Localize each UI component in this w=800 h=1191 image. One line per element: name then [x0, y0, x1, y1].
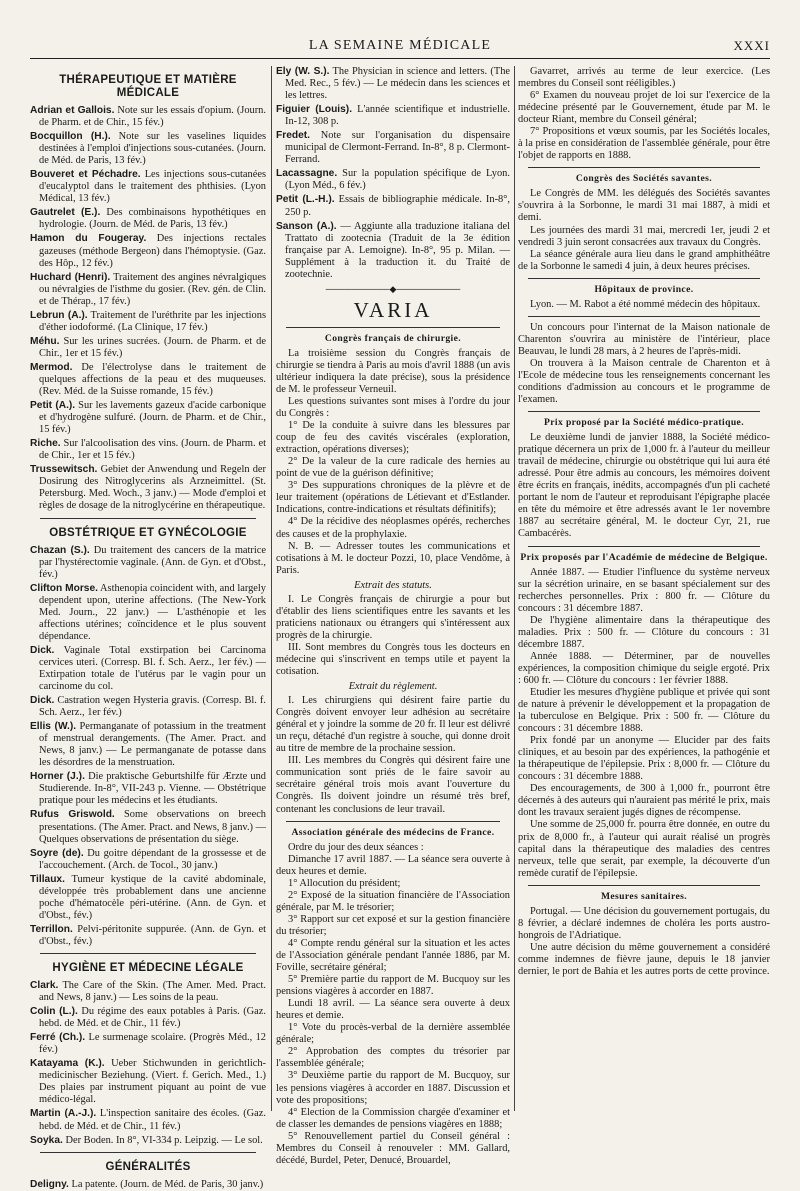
divider [528, 278, 760, 279]
entry-text: The Care of the Skin. (The Amer. Med. Pract. and News, 8 janv.) — Les soins de la peau. [39, 980, 266, 1004]
entry-author: Martin (A.-J.). [30, 1108, 97, 1120]
bibliography-entry [30, 438, 266, 462]
entry-text: Some observations on breech presentations. (The Amer. Pract. and News, 8 janv.) — Quelques observations de présentation du siège. [39, 809, 267, 845]
bibliography-entry [30, 1032, 266, 1056]
divider [286, 821, 500, 822]
paragraph: 4° De la récidive des néoplasmes opérés, recherches des causes et de la prophylaxie. [276, 516, 510, 540]
entry-author: Ely (W. S.). [276, 66, 330, 77]
heading-extrait-reglement: Extrait du règlement. [348, 681, 438, 693]
bibliography-entry [30, 721, 266, 769]
column-3 [518, 66, 770, 1111]
divider [528, 546, 760, 547]
entry-author: Fredet. [276, 130, 310, 142]
text-prix-societe [518, 432, 770, 540]
entry-author: Dick. [30, 695, 55, 707]
entry-text: Sur les lavements gazeux d'acide carbonique et d'hydrogène sulfuré. (Journ. de Pharm. et de Chir., 15 fév.) [39, 400, 266, 436]
page-number: XXXI [733, 38, 770, 53]
text-charenton [518, 322, 770, 406]
bibliography-entry [30, 771, 266, 807]
paragraph: Une autre décision du même gouvernement a considéré comme indemnes de fièvre jaune, depuis le 18 janvier dernier, le port de Bahia et les autres ports de cette province. [518, 941, 770, 977]
paragraph: Année 1887. — Etudier l'influence du système nerveux sur la sécrétion urinaire, en se basant spécialement sur des recherches personnelles. Prix : 800 fr. — Clôture du concours : 31 décembre 1887. [518, 566, 770, 614]
entry-author: Ellis (W.). [30, 721, 77, 733]
paragraph: Dimanche 17 avril 1887. — La séance sera ouverte à deux heures et demie. [276, 853, 510, 877]
bibliography-entry [30, 169, 266, 205]
entry-text: Sur l'alcoolisation des vins. (Journ. de Pharm. et de Chir., 1er et 15 fév.) [39, 438, 266, 462]
paragraph: 4° Compte rendu général sur la situation et les actes de l'Association générale pendant l'année 1886, par M. Foville, secrétaire général; [276, 937, 510, 974]
entry-text: Du goitre dépendant de la grossesse et de l'accouchement. (Arch. de Tocol., 30 janv.) [39, 847, 266, 871]
bibliography-entry [30, 400, 266, 436]
entry-author: Rufus Griswold. [30, 809, 115, 821]
entry-author: Dick. [30, 644, 55, 656]
bibliography-entry [276, 104, 510, 128]
bibliography-entry [30, 695, 266, 719]
bibliography-entry [30, 809, 266, 845]
heading-prix-academie: Prix proposés par l'Académie de médecine de Belgique. [520, 551, 768, 563]
bibliography-entry [276, 66, 510, 102]
text-association-generale [276, 842, 510, 1167]
text-congres-chirurgie [276, 348, 510, 577]
bibliography-entry [30, 310, 266, 334]
entry-text: Traitement des angines névralgiques ou névralgies de l'isthme du gosier. (Rev. gén. de Clin. et de Thérap., 17 fév.) [39, 271, 266, 307]
entry-author: Petit (A.). [30, 400, 76, 412]
entry-text: Note sur les vaselines liquides destinées à l'emploi d'injections sous-cutanées. (Journ. de Méd. de Paris, 13 fév.) [39, 131, 266, 167]
paragraph: La troisième session du Congrès français de chirurgie se tiendra à Paris au mois d'avril 1888 (un avis ultérieur indiquera la date précise), sous la présidence de M. le professeur Verneuil. [276, 347, 510, 395]
column-2 [276, 66, 510, 1166]
running-header [30, 38, 770, 59]
bibliography-entry [30, 1135, 266, 1147]
paragraph: 5° Première partie du rapport de M. Bucquoy sur les pensions viagères à accorder en 1887. [276, 974, 510, 998]
entry-author: Horner (J.). [30, 771, 85, 783]
entry-text: Sur les urines sucrées. (Journ. de Pharm. et de Chir., 1er et 15 fév.) [39, 335, 266, 359]
entry-author: Terrillon. [30, 923, 73, 935]
paragraph: 2° Approbation des comptes du trésorier par l'assemblée générale; [276, 1046, 510, 1070]
entry-author: Hamon du Fougeray. [30, 233, 147, 245]
ornament-diamond-icon: ──────────◆────────── [325, 283, 461, 294]
bibliography-entry [30, 848, 266, 872]
entry-author: Clifton Morse. [30, 582, 98, 594]
entry-text: Castration wegen Hysteria gravis. (Corresp. Bl. f. Sch. Aerz., 1er fév.) [39, 695, 266, 719]
entry-text: Des injections rectales gazeuses (méthode Bergeon) dans l'hémoptysie. (Gaz. des Hôp., 12 fév.) [39, 233, 266, 269]
text-societes-savantes [518, 188, 770, 272]
entry-author: Ferré (Ch.). [30, 1032, 86, 1044]
divider [528, 885, 760, 886]
paragraph: Une somme de 25,000 fr. pourra être donnée, en outre du prix de 8,000 fr., à l'auteur qui aurait réalisé un progrès capital dans la thérapeutique des maladies des centres nerveux, telle que serait, par exemple, la découverte d'un remède curatif de l'épilepsie. [518, 819, 770, 879]
paragraph: 7° Propositions et vœux soumis, par les Sociétés locales, à la prise en considération de l'assemblée générale, pour être l'objet de rapports en 1888. [518, 126, 770, 162]
entry-text: L'année scientifique et industrielle. In-12, 308 p. [285, 104, 510, 128]
divider [528, 411, 760, 412]
entry-text: Du traitement des cancers de la matrice par l'hystérectomie vaginale. (Ann. de Gyn. et d'Obst., fév.) [39, 544, 266, 580]
heading-mesures-sanitaires: Mesures sanitaires. [600, 890, 688, 902]
bibliography-entry [30, 980, 266, 1004]
paragraph: Des encouragements, de 300 à 1,000 fr., pourront être décernés à des auteurs qui n'auraient pas mérité le prix, mais dont les travaux seraient jugés dignes de récompense. [518, 783, 770, 819]
text-extrait-reglement [276, 695, 510, 815]
bibliography-entry [30, 1058, 266, 1106]
entry-author: Deligny. [30, 1178, 69, 1190]
paragraph: On trouvera à la Maison centrale de Charenton et à l'Ecole de médecine tous les renseignements concernant les conditions d'admission au concours et le programme de l'examen. [518, 357, 770, 406]
entry-text: Le surmenage scolaire. (Progrès Méd., 12 fév.) [39, 1032, 266, 1056]
divider [40, 1152, 256, 1153]
paragraph: Un concours pour l'internat de la Maison nationale de Charenton s'ouvrira au ministère de l'intérieur, place Beauvau, le lundi 28 mars, à 2 heures de l'après-midi. [518, 321, 770, 357]
heading-extrait-statuts: Extrait des statuts. [354, 579, 432, 591]
entry-text: Ueber Stichwunden in gerichtlich-medicinischer Beziehung. (Viert. f. Gerich. Med., 1.) Des plaies par instrument piquant au point de vue médico-légal. [39, 1058, 267, 1106]
paragraph: Ordre du jour des deux séances : [288, 841, 424, 853]
entry-text: De l'électrolyse dans le traitement de quelques affections de la peau et des muqueuses. (Rev. Méd. de la Suisse romande, 15 fév.) [39, 361, 266, 398]
bibliography-entry [276, 130, 510, 166]
paragraph: Etudier les mesures d'hygiène publique et privée qui sont de nature à prévenir le développement et la propagation de la tuberculose en Belgique. Prix : 500 fr. — Clôture du concours : 31 décembre 1888. [518, 686, 770, 735]
paragraph: Gavarret, arrivés au terme de leur exercice. (Les membres du Conseil sont rééligibles.) [518, 66, 770, 90]
paragraph: La séance générale aura lieu dans le grand amphithéâtre de la Sorbonne le samedi 4 juin, à deux heures précises. [518, 248, 770, 272]
entry-author: Mermod. [30, 361, 73, 373]
paragraph: I. Le Congrès français de chirurgie a pour but d'établir des liens scientifiques entre les savants et les praticiens nationaux ou étrangers qui s'intéressent aux progrès de la chirurgie. [276, 593, 510, 641]
bibliography-entry [30, 131, 266, 167]
entry-text: — Aggiunte alla traduzione italiana del Trattato di zootecnia (Traduit de la 3e édition française par A. Lemoigne). In-8°, 95 p. Milan. — Supplément à la traduction it. du Traité de zootechnie. [285, 220, 510, 280]
entry-author: Huchard (Henri). [30, 271, 111, 283]
column-1 [30, 66, 267, 1190]
paragraph: 3° Rapport sur cet exposé et sur la gestion financière du trésorier; [276, 913, 510, 937]
entries-obstetrique [30, 545, 266, 949]
entry-author: Petit (L.-H.). [276, 194, 335, 206]
entry-author: Gautrelet (E.). [30, 207, 101, 219]
text-extrait-statuts [276, 594, 510, 678]
paragraph: III. Sont membres du Congrès tous les docteurs en médecine qui s'inscrivent en temps utile et payent la cotisation. [276, 641, 510, 678]
heading-congres-chirurgie: Congrès français de chirurgie. [324, 332, 462, 344]
paragraph: Les journées des mardi 31 mai, mercredi 1er, jeudi 2 et vendredi 3 juin seront consacrées aux travaux du Congrès. [518, 224, 770, 248]
paragraph: 6° Examen du nouveau projet de loi sur l'exercice de la médecine présenté par le Gouvernement, étude par M. le docteur Riant, membre du Conseil général; [518, 90, 770, 126]
heading-association-generale: Association générale des médecins de France. [291, 826, 495, 838]
paragraph: 3° Deuxième partie du rapport de M. Bucquoy, sur les pensions viagères à accorder en 1887. Discussion et vote des propositions; [276, 1070, 510, 1106]
bibliography-entry [30, 1006, 266, 1030]
entry-author: Colin (L.). [30, 1006, 78, 1018]
entry-author: Lebrun (A.). [30, 309, 88, 321]
entries-hygiene [30, 980, 266, 1147]
entry-text: Du régime des eaux potables à Paris. (Gaz. hebd. de Méd. et de Chir., 11 fév.) [39, 1006, 266, 1030]
entry-author: Bouveret et Péchadre. [30, 169, 141, 181]
divider [40, 518, 256, 519]
divider [40, 953, 256, 954]
text-mesures-sanitaires [518, 906, 770, 978]
paragraph: 2° Exposé de la situation financière de l'Association générale, par M. le trésorier; [276, 889, 510, 913]
bibliography-entry [30, 336, 266, 360]
entry-text: Traitement de l'uréthrite par les injections d'éther iodoformé. (La Clinique, 17 fév.) [39, 309, 266, 333]
bibliography-entry [276, 221, 510, 281]
entry-author: Katayama (K.). [30, 1058, 105, 1070]
entry-author: Tillaux. [30, 873, 65, 885]
section-heading-generalites: GÉNÉRALITÉS [105, 1160, 191, 1173]
bibliography-entry [276, 194, 510, 218]
paragraph: Lyon. — M. Rabot a été nommé médecin des hôpitaux. [530, 298, 761, 310]
bibliography-entry [276, 168, 510, 192]
entry-text: Die praktische Geburtshilfe für Ærzte und Studierende. In-8°, VII-243 p. Vienne. — Obstétrique pratique pour les médecins et les étudiants. [39, 771, 266, 807]
paragraph: Lundi 18 avril. — La séance sera ouverte à deux heures et demie. [276, 998, 510, 1022]
bibliography-entry [30, 583, 266, 643]
paragraph: Portugal. — Une décision du gouvernement portugais, du 8 février, a déclaré indemnes de choléra les ports austro-hongrois de l'Adriatique. [518, 905, 770, 941]
paragraph: III. Les membres du Congrès qui désirent faire une communication sont priés de le faire savoir au secrétaire général trois mois avant l'ouverture du Congrès. Ils doivent joindre un résumé très bref, contenant les conclusions de leur travail. [276, 755, 510, 815]
entry-author: Chazan (S.). [30, 544, 90, 556]
entry-author: Figuier (Louis). [276, 104, 353, 116]
entries-therapeutique [30, 105, 266, 513]
section-heading-obstetrique: OBSTÉTRIQUE ET GYNÉCOLOGIE [49, 526, 247, 539]
paragraph: Le Congrès de MM. les délégués des Sociétés savantes s'ouvrira à la Sorbonne, le mardi 31 mai 1887, à midi et demi. [518, 188, 770, 224]
paragraph: 2° De la valeur de la cure radicale des hernies au point de vue de la guérison définitive; [276, 456, 510, 480]
bibliography-entry [30, 874, 266, 922]
bibliography-entry [30, 233, 266, 269]
paragraph: Les questions suivantes sont mises à l'ordre du jour du Congrès : [276, 395, 510, 420]
entry-text: Tumeur kystique de la cavité abdominale, développée très probablement dans une ancienne poche d'hématocèle péri-utérine. (Ann. de Gyn. et d'Obst., fév.) [39, 873, 266, 921]
heading-prix-societe: Prix proposé par la Société médico-pratique. [543, 417, 745, 429]
entry-text: Permanganate of potassium in the treatment of menstrual derangements. (The Amer. Pract. and News, 8 janv.) — Le permanganate de potasse dans les désordres de la menstruation. [39, 721, 266, 769]
divider [528, 167, 760, 168]
paragraph: 1° Vote du procès-verbal de la dernière assemblée générale; [276, 1022, 510, 1046]
journal-title: LA SEMAINE MÉDICALE [308, 38, 492, 53]
paragraph: N. B. — Adresser toutes les communications et cotisations à M. le docteur Pozzi, 10, place Vendôme, à Paris. [276, 540, 510, 576]
entry-text: The Physician in science and letters. (The Med. Rec., 5 fév.) — Le médecin dans les sciences et les lettres. [285, 66, 510, 102]
text-hopitaux-province [518, 299, 770, 311]
bibliography-entry [30, 362, 266, 398]
bibliography-entry [30, 207, 266, 231]
bibliography-entry [30, 1179, 266, 1191]
entry-text: Gebiet der Anwendung und Regeln der Dosirung des Nitroglycerins als Arzneimittel. (St. Petersburg. Med. Woch., 3 janv.) — Mode d'emploi et règles de dosage de la nitroglycérine en thérapeutique. [39, 464, 266, 512]
bibliography-entry [30, 1108, 266, 1132]
entry-author: Adrian et Gallois. [30, 105, 115, 116]
entry-author: Soyka. [30, 1134, 63, 1146]
bibliography-entry [30, 272, 266, 308]
entry-text: Der Boden. In 8°, VI-334 p. Leipzig. — Le sol. [65, 1134, 263, 1146]
paragraph: 5° Renouvellement partiel du Conseil général : Membres du Conseil à renouveler : MM. Gallard, décédé, Burdel, Peter, Denucé, Brouardel, [276, 1130, 510, 1166]
paragraph: 4° Election de la Commission chargée d'examiner et de classer les demandes de pensions viagères en 1888; [276, 1106, 510, 1130]
bibliography-entry [30, 105, 266, 129]
text-association-cont [518, 66, 770, 162]
entry-text: Note sur l'organisation du dispensaire municipal de Clermont-Ferrand. In-8°, 8 p. Clermont-Ferrand. [285, 130, 510, 166]
paragraph: 1° De la conduite à suivre dans les blessures par coup de feu des cavités viscérales (exploration, extraction, opérations diverses); [276, 420, 510, 456]
column-rule-2 [514, 66, 515, 1111]
entry-text: Asthenopia coincident with, and largely dependent upon, uterine affections. (The New-York Med. Journ., 22 janv.) — L'asthénopie et les affections utérines; coïncidence et le plus souvent dépendance. [39, 582, 266, 642]
entry-text: Note sur les essais d'opium. (Journ. de Pharm. et de Chir., 15 fév.) [39, 105, 266, 129]
heading-societes-savantes: Congrès des Sociétés savantes. [575, 173, 713, 185]
paragraph: Prix fondé par un anonyme — Elucider par des faits cliniques, et au besoin par des expériences, la pathogénie et la thérapeutique de l'épilepsie. Prix : 8,000 fr. — Clôture du concours : 31 décembre 1888. [518, 735, 770, 783]
entry-text: La patente. (Journ. de Méd. de Paris, 30 janv.) [71, 1178, 264, 1190]
entry-text: Pelvi-péritonite suppurée. (Ann. de Gyn. et d'Obst., fév.) [39, 923, 266, 947]
entries-generalites [30, 1179, 266, 1191]
paragraph: De l'hygiène alimentaire dans la thérapeutique des maladies. Prix : 500 fr. — Clôture du concours : 31 décembre 1887. [518, 614, 770, 650]
paragraph: 3° Des suppurations chroniques de la plèvre et de leur traitement (opérations de Létievant et d'Estlander. Indications, contre-indications et résultats définitifs); [276, 480, 510, 516]
entry-text: Des combinaisons hypothétiques en hydrologie. (Journ. de Méd. de Paris, 13 fév.) [39, 207, 266, 231]
entry-author: Trussewitsch. [30, 464, 98, 476]
text-prix-academie [518, 567, 770, 880]
entry-text: Sur la population spécifique de Lyon. (Lyon Méd., 6 fév.) [285, 168, 510, 192]
heading-hopitaux-province: Hôpitaux de province. [594, 283, 694, 295]
entry-author: Clark. [30, 980, 59, 991]
divider [528, 316, 760, 317]
section-heading-therapeutique: THÉRAPEUTIQUE ET MATIÈRE MÉDICALE [59, 74, 237, 99]
entry-author: Soyre (de). [30, 847, 84, 859]
paragraph: I. Les chirurgiens qui désirent faire partie du Congrès doivent envoyer leur adhésion au secrétaire général et y joindre la somme de 20 fr. Il leur est délivré un reçu, détaché d'un registre à souche, qui donne droit au titre de membre de la prochaine session. [276, 695, 510, 755]
entry-author: Bocquillon (H.). [30, 131, 111, 143]
varia-heading: VARIA [353, 297, 433, 322]
paragraph: 1° Allocution du président; [288, 877, 401, 889]
bibliography-entry [30, 645, 266, 693]
entry-author: Riche. [30, 438, 61, 450]
bibliography-entry [30, 924, 266, 948]
entry-text: Essais de bibliographie médicale. In-8°, 250 p. [285, 194, 510, 218]
entry-text: Vaginale Total exstirpation bei Carcinoma cervices uteri. (Corresp. Bl. f. Sch. Aerz., 1er fév.) — Extirpation totale de l'utérus par le vagin pour un carcinome du col. [39, 644, 267, 693]
divider [286, 327, 500, 328]
entry-text: L'inspection sanitaire des écoles. (Gaz. hebd. de Méd. et de Chir., 11 fév.) [39, 1108, 266, 1132]
entry-author: Méhu. [30, 335, 60, 347]
column-rule-1 [271, 66, 272, 1111]
paragraph: Le deuxième lundi de janvier 1888, la Société médico-pratique décernera un prix de 1,000 fr. à l'auteur du meilleur travail de médecine, chirurgie ou obstétrique qui lui aura été adressé. Pour être admis au concours, les mémoires doivent être écrits en français, inédits, accompagnés d'un pli cacheté portant le nom de l'auteur et reproduisant l'épigraphe placée en tête du mémoire et être adressés avant le 1er novembre 1887 au secrétaire général, M. le docteur Cyr, 21, rue Cambacérès. [518, 432, 770, 540]
entries-generalites-cont [276, 66, 510, 281]
entry-text: Les injections sous-cutanées d'eucalyptol dans le traitement des phthisies. (Lyon Médical, 13 fév.) [39, 169, 266, 205]
bibliography-entry [30, 464, 266, 512]
bibliography-entry [30, 545, 266, 581]
paragraph: Année 1888. — Déterminer, par de nouvelles expériences, la composition chimique du seigle ergoté. Prix : 600 fr. — Clôture du concours : 1er février 1888. [518, 650, 770, 686]
section-heading-hygiene: HYGIÈNE ET MÉDECINE LÉGALE [52, 962, 244, 974]
entry-author: Lacassagne. [276, 168, 338, 180]
entry-author: Sanson (A.). [276, 220, 337, 232]
